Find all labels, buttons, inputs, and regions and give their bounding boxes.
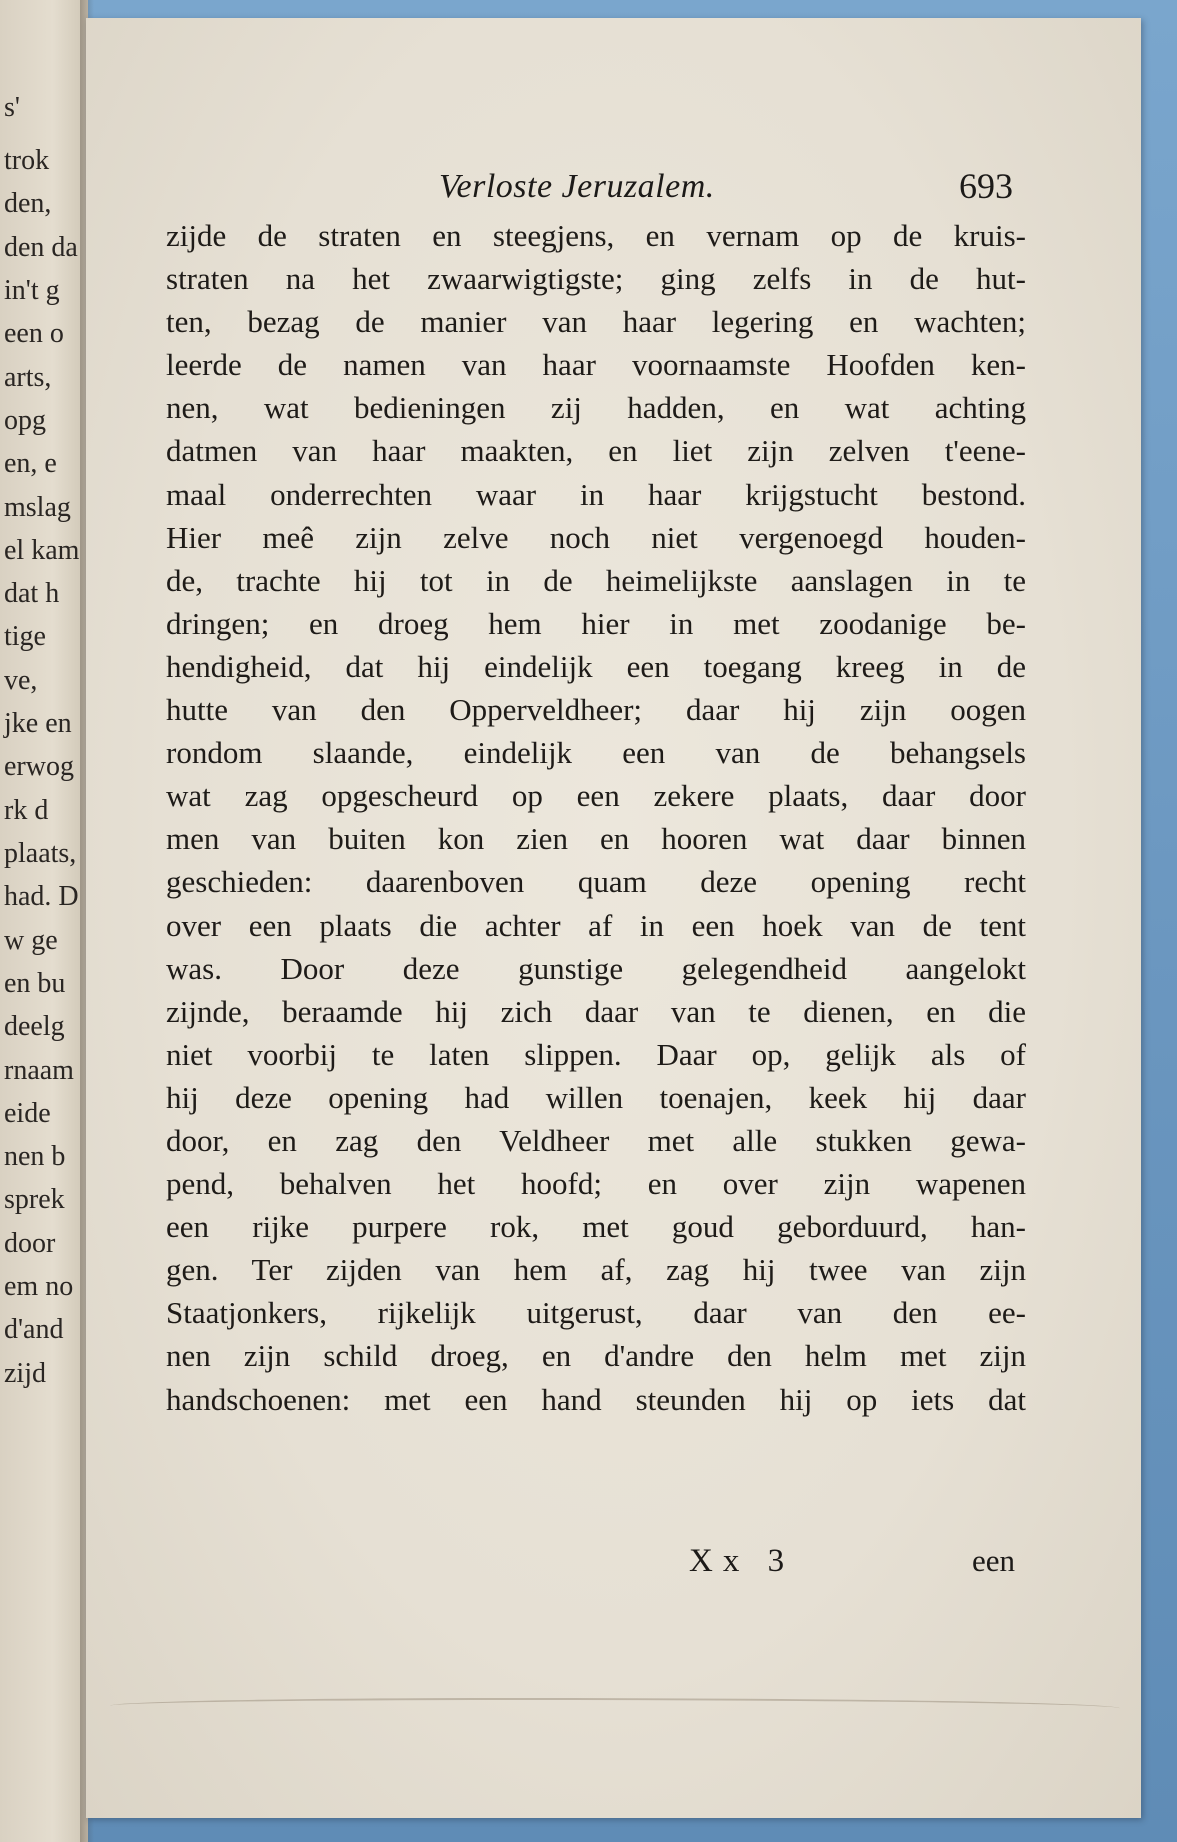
text-line: de, trachte hij tot in de heimelijkste aanslagen in te [166,562,1026,598]
facing-page-text: nen b [4,1141,66,1172]
facing-page-text: den da [4,232,78,263]
facing-page-text: zijd [4,1358,46,1389]
facing-page-fragment [0,0,88,1842]
text-line: handschoenen: met een hand steunden hij op iets dat [166,1381,1026,1417]
signature-mark: Xx 3 [689,1543,795,1579]
text-line: datmen van haar maakten, en liet zijn zelven t'eene- [166,433,1026,469]
text-line: door, en zag den Veldheer met alle stukken gewa- [166,1122,1026,1158]
book-page [86,18,1141,1818]
text-line: hendigheid, dat hij eindelijk een toegang kreeg in de [166,648,1026,684]
text-line: niet voorbij te laten slippen. Daar op, gelijk als of [166,1036,1026,1072]
facing-page-text: rk d [4,795,49,826]
facing-page-text: arts, [4,362,52,393]
running-head-title: Verloste Jeruzalem. [439,168,715,205]
text-line: was. Door deze gunstige gelegendheid aangelokt [166,950,1026,986]
facing-page-text: en bu [4,968,66,999]
facing-page-text: trok [4,145,50,176]
facing-page-text: ve, [4,665,38,696]
facing-page-text: en, e [4,448,57,479]
facing-page-text: opg [4,405,46,436]
facing-page-text: sprek [4,1184,65,1215]
facing-page-text: tige [4,621,46,652]
facing-page-text: mslag [4,492,71,523]
text-line: leerde de namen van haar voornaamste Hoofden ken- [166,347,1026,383]
facing-page-text: rnaam [4,1055,74,1086]
text-line: over een plaats die achter af in een hoek van de tent [166,907,1026,943]
facing-page-text: eide [4,1098,51,1129]
text-line: straten na het zwaarwigtigste; ging zelfs in de hut- [166,261,1026,297]
text-line: nen zijn schild droeg, en d'andre den helm met zijn [166,1338,1026,1374]
facing-page-text: em no [4,1271,74,1302]
text-line: ten, bezag de manier van haar legering en wachten; [166,304,1026,340]
page-deckle-edge [110,1698,1120,1724]
text-line: hij deze opening had willen toenajen, keek hij daar [166,1079,1026,1115]
page-body-text [166,214,1026,1421]
facing-page-text: plaats, [4,838,77,869]
page-number: 693 [959,166,1013,206]
text-line: Staatjonkers, rijkelijk uitgerust, daar van den ee- [166,1295,1026,1331]
facing-page-text: in't g [4,275,60,306]
facing-page-text: dat h [4,578,60,609]
text-line: rondom slaande, eindelijk een van de behangsels [166,735,1026,771]
facing-page-text: el kam [4,535,80,566]
facing-page-text: deelg [4,1011,65,1042]
text-line: wat zag opgescheurd op een zekere plaats, daar door [166,778,1026,814]
text-line: een rijke purpere rok, met goud geborduurd, han- [166,1209,1026,1245]
facing-page-text: jke en [4,708,72,739]
text-line: geschieden: daarenboven quam deze opening recht [166,864,1026,900]
catchword: een [972,1543,1016,1578]
text-line: pend, behalven het hoofd; en over zijn wapenen [166,1166,1026,1202]
text-line: men van buiten kon zien en hooren wat daar binnen [166,821,1026,857]
text-line: Hier meê zijn zelve noch niet vergenoegd houden- [166,519,1026,555]
facing-page-text: erwog [4,751,74,782]
facing-page-text: w ge [4,925,58,956]
text-line: nen, wat bedieningen zij hadden, en wat achting [166,390,1026,426]
facing-page-text: s' [4,92,20,123]
text-line: zijde de straten en steegjens, en vernam op de kruis- [166,218,1026,253]
text-line: dringen; en droeg hem hier in met zoodanige be- [166,605,1026,641]
text-line: hutte van den Opperveldheer; daar hij zijn oogen [166,692,1026,728]
text-line: zijnde, beraamde hij zich daar van te dienen, en die [166,993,1026,1029]
facing-page-text: door [4,1228,56,1259]
facing-page-text: had. D [4,881,79,912]
facing-page-text: een o [4,318,64,349]
text-line: gen. Ter zijden van hem af, zag hij twee van zijn [166,1252,1026,1288]
text-line: maal onderrechten waar in haar krijgstucht bestond. [166,476,1026,512]
facing-page-text: den, [4,188,52,219]
facing-page-text: d'and [4,1314,64,1345]
